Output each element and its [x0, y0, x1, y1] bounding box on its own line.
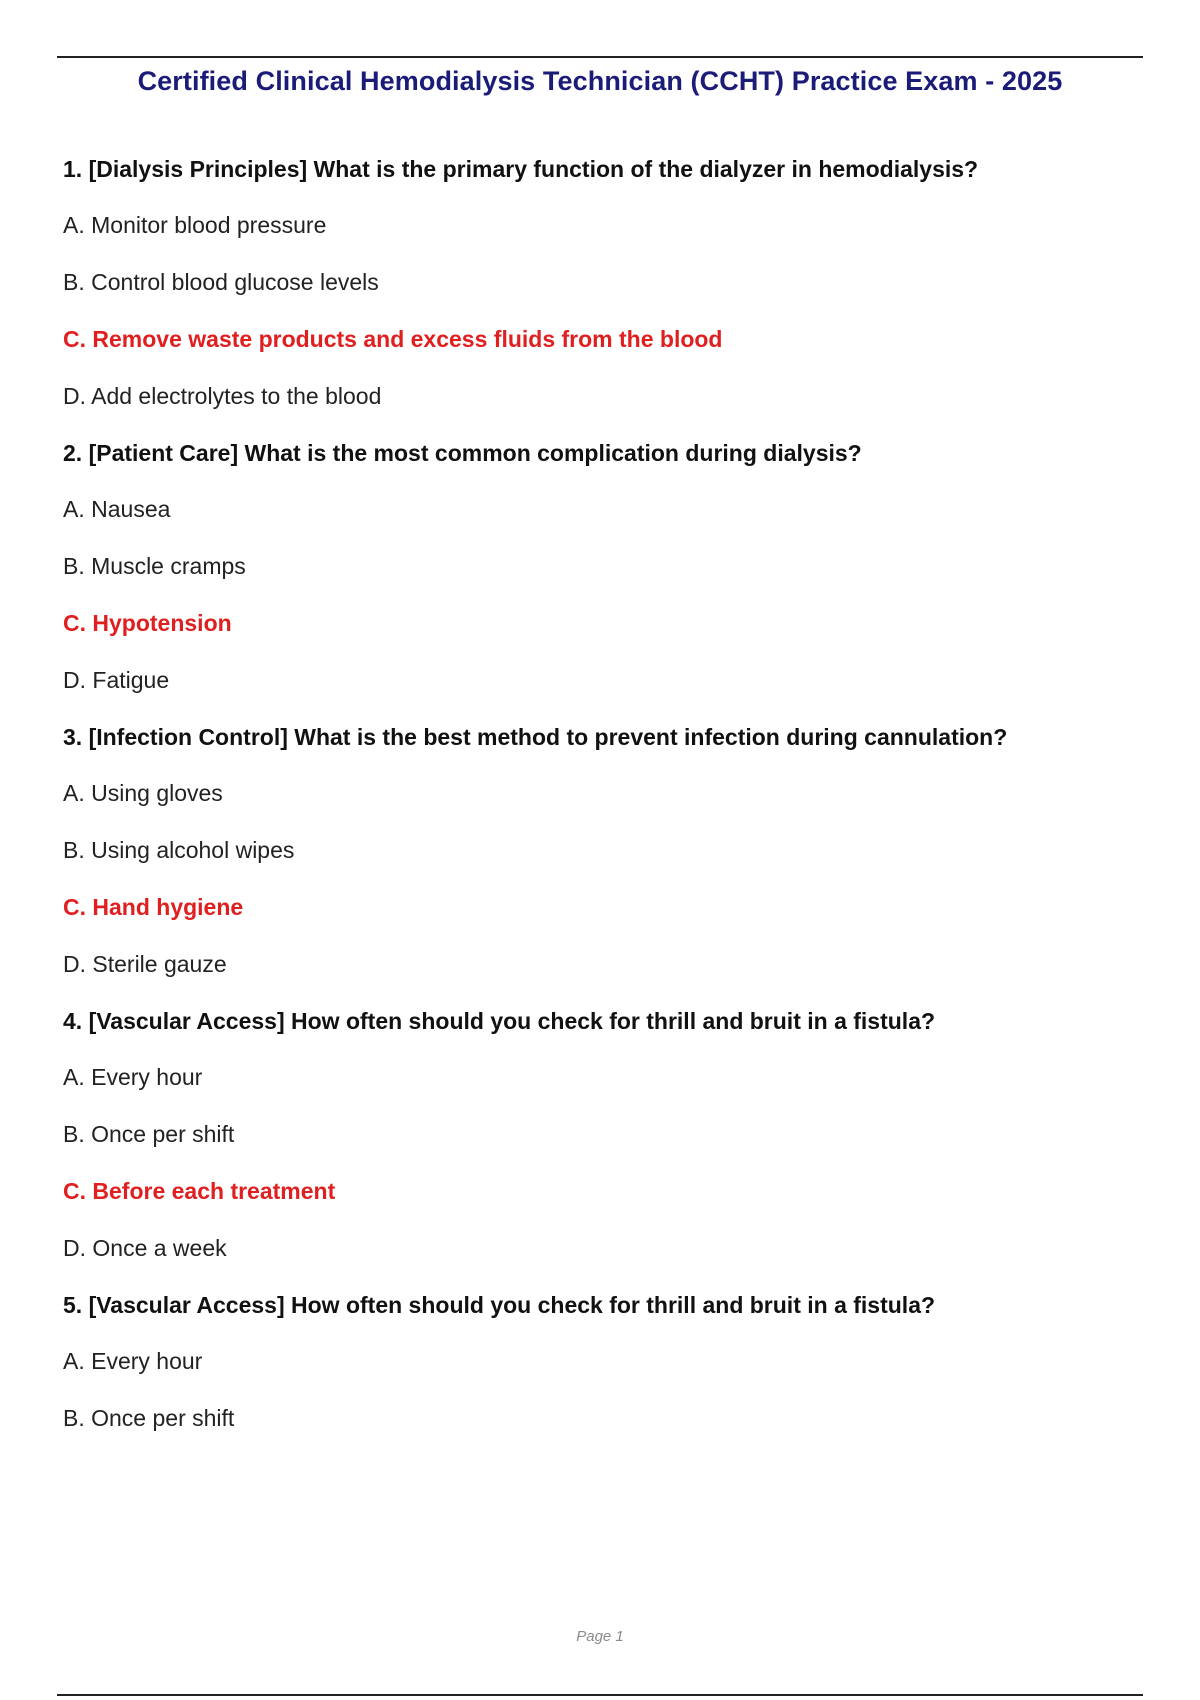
question-1 — [63, 152, 1143, 413]
top-divider — [57, 56, 1143, 58]
option-a: A. Nausea — [63, 496, 171, 522]
question-text: 4. [Vascular Access] How often should you check for thrill and bruit in a fistula? — [63, 1008, 936, 1034]
option-a: A. Monitor blood pressure — [63, 212, 327, 238]
question-text: 5. [Vascular Access] How often should you check for thrill and bruit in a fistula? — [63, 1292, 936, 1318]
bottom-divider — [57, 1694, 1143, 1696]
question-text: 1. [Dialysis Principles] What is the primary function of the dialyzer in hemodialysis? — [63, 156, 979, 182]
option-d: D. Sterile gauze — [63, 951, 227, 977]
page-number: Page 1 — [576, 1628, 624, 1645]
option-b: B. Once per shift — [63, 1121, 235, 1147]
option-a: A. Every hour — [63, 1348, 203, 1374]
question-text: 3. [Infection Control] What is the best method to prevent infection during cannulation? — [63, 724, 1008, 750]
option-d: D. Fatigue — [63, 667, 170, 693]
option-b: B. Using alcohol wipes — [63, 837, 295, 863]
question-text: 2. [Patient Care] What is the most common complication during dialysis? — [63, 440, 862, 466]
option-d: D. Once a week — [63, 1235, 227, 1261]
option-b: B. Once per shift — [63, 1405, 235, 1431]
option-b: B. Control blood glucose levels — [63, 269, 379, 295]
question-3 — [63, 720, 1143, 981]
question-5 — [63, 1288, 1143, 1435]
option-c-correct: C. Hypotension — [63, 610, 232, 636]
question-4 — [63, 1004, 1143, 1265]
option-a: A. Using gloves — [63, 780, 223, 806]
question-list — [63, 152, 1143, 1458]
option-c-correct: C. Hand hygiene — [63, 894, 244, 920]
option-d: D. Add electrolytes to the blood — [63, 383, 382, 409]
option-c-correct: C. Remove waste products and excess fluids from the blood — [63, 326, 723, 352]
page-title: Certified Clinical Hemodialysis Technician (CCHT) Practice Exam - 2025 — [137, 66, 1063, 96]
option-c-correct: C. Before each treatment — [63, 1178, 336, 1204]
question-2 — [63, 436, 1143, 697]
option-a: A. Every hour — [63, 1064, 203, 1090]
option-b: B. Muscle cramps — [63, 553, 246, 579]
